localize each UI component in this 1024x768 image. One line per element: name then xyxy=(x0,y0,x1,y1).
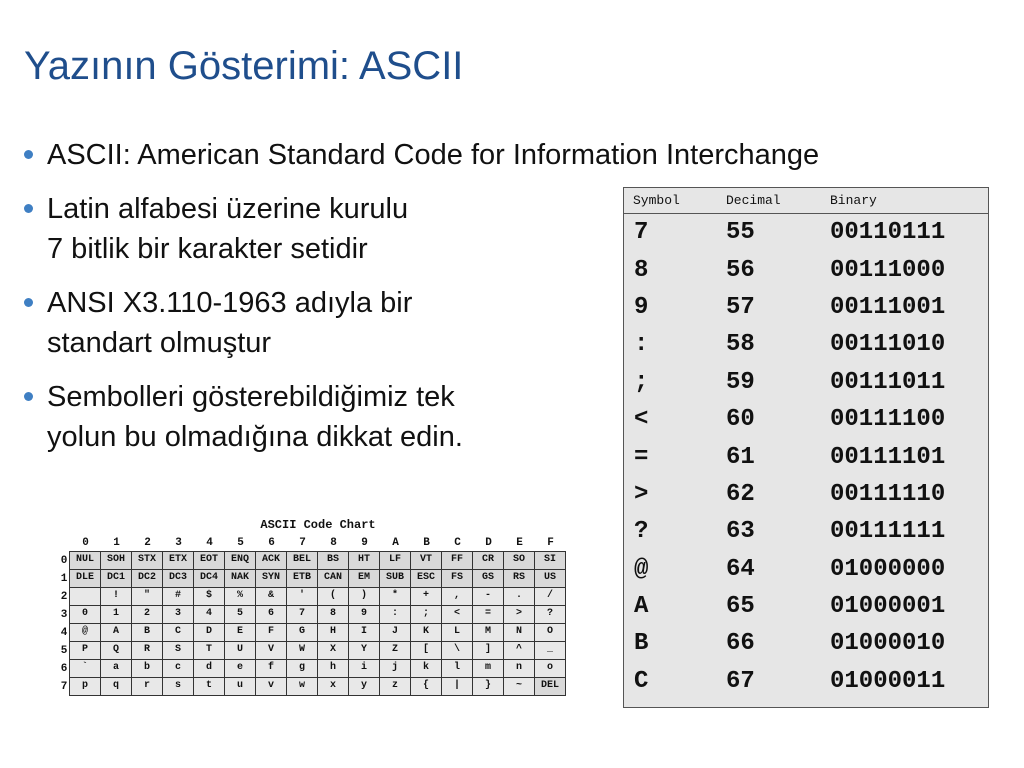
chart-cell: I xyxy=(348,623,380,642)
chart-cell: o xyxy=(534,659,566,678)
chart-cell: FF xyxy=(441,551,473,570)
cell-symbol: 7 xyxy=(634,219,649,247)
lookup-table-row xyxy=(624,588,988,625)
chart-cell: % xyxy=(224,587,256,606)
chart-cell: k xyxy=(410,659,442,678)
chart-cell: GS xyxy=(472,569,504,588)
chart-cell: , xyxy=(441,587,473,606)
chart-cell: NUL xyxy=(69,551,101,570)
chart-cell: P xyxy=(69,641,101,660)
cell-binary: 01000000 xyxy=(830,555,946,583)
cell-decimal: 62 xyxy=(726,480,755,508)
chart-cell: FS xyxy=(441,569,473,588)
chart-cell: DC3 xyxy=(162,569,194,588)
chart-cell: DEL xyxy=(534,677,566,696)
chart-row-header: 4 xyxy=(60,627,68,639)
cell-binary: 01000010 xyxy=(830,630,946,658)
chart-cell: & xyxy=(255,587,287,606)
cell-binary: 00111101 xyxy=(830,443,946,471)
chart-cell: Z xyxy=(379,641,411,660)
chart-cell: ) xyxy=(348,587,380,606)
cell-decimal: 56 xyxy=(726,256,755,284)
lookup-table-row xyxy=(624,289,988,326)
chart-cell: VT xyxy=(410,551,442,570)
chart-cell: m xyxy=(472,659,504,678)
chart-cell: 3 xyxy=(162,605,194,624)
cell-symbol: : xyxy=(634,331,649,359)
cell-symbol: > xyxy=(634,480,649,508)
chart-cell: H xyxy=(317,623,349,642)
chart-cell: 8 xyxy=(317,605,349,624)
chart-row-header: 7 xyxy=(60,681,68,693)
chart-cell: ETX xyxy=(162,551,194,570)
chart-cell: STX xyxy=(131,551,163,570)
chart-cell: l xyxy=(441,659,473,678)
chart-cell: SOH xyxy=(100,551,132,570)
chart-cell: p xyxy=(69,677,101,696)
chart-cell: F xyxy=(255,623,287,642)
lookup-table-row xyxy=(624,663,988,700)
chart-cell: ^ xyxy=(503,641,535,660)
chart-cell: DLE xyxy=(69,569,101,588)
chart-cell: M xyxy=(472,623,504,642)
chart-cell: @ xyxy=(69,623,101,642)
cell-binary: 01000011 xyxy=(830,667,946,695)
ascii-lookup-table xyxy=(623,187,989,708)
cell-binary: 01000001 xyxy=(830,593,946,621)
bullet-dot-icon xyxy=(24,392,33,401)
cell-decimal: 64 xyxy=(726,555,755,583)
chart-cell: < xyxy=(441,605,473,624)
chart-cell: d xyxy=(193,659,225,678)
chart-cell: | xyxy=(441,677,473,696)
lookup-table-row xyxy=(624,551,988,588)
chart-cell: SO xyxy=(503,551,535,570)
chart-cell: B xyxy=(131,623,163,642)
bullet-text: ANSI X3.110-1963 adıyla bir standart olmuştur xyxy=(47,287,413,359)
bullet-text: ASCII: American Standard Code for Information Interchange xyxy=(47,139,820,171)
chart-cell: ] xyxy=(472,641,504,660)
cell-symbol: 8 xyxy=(634,256,649,284)
chart-col-header: 2 xyxy=(144,537,151,549)
chart-cell: G xyxy=(286,623,318,642)
chart-cell: NAK xyxy=(224,569,256,588)
chart-cell: SYN xyxy=(255,569,287,588)
chart-cell: ACK xyxy=(255,551,287,570)
chart-cell: r xyxy=(131,677,163,696)
lookup-table-row xyxy=(624,214,988,251)
chart-cell: ; xyxy=(410,605,442,624)
bullet-text: Latin alfabesi üzerine kurulu 7 bitlik bir karakter setidir xyxy=(47,193,409,265)
cell-decimal: 63 xyxy=(726,518,755,546)
chart-cell: CR xyxy=(472,551,504,570)
chart-cell: / xyxy=(534,587,566,606)
chart-cell: c xyxy=(162,659,194,678)
chart-cell: t xyxy=(193,677,225,696)
cell-decimal: 65 xyxy=(726,593,755,621)
chart-col-header: 3 xyxy=(175,537,182,549)
chart-cell: i xyxy=(348,659,380,678)
cell-binary: 00111011 xyxy=(830,368,946,396)
chart-col-header: B xyxy=(423,537,430,549)
chart-cell: 1 xyxy=(100,605,132,624)
chart-cell: ( xyxy=(317,587,349,606)
chart-cell: Q xyxy=(100,641,132,660)
chart-cell: + xyxy=(410,587,442,606)
chart-cell: ' xyxy=(286,587,318,606)
cell-binary: 00111000 xyxy=(830,256,946,284)
chart-cell: * xyxy=(379,587,411,606)
chart-cell: - xyxy=(472,587,504,606)
lookup-table-row xyxy=(624,326,988,363)
lookup-table-row xyxy=(624,625,988,662)
ascii-code-chart xyxy=(58,516,578,704)
chart-cell: { xyxy=(410,677,442,696)
cell-symbol: ; xyxy=(634,368,649,396)
chart-col-header: 0 xyxy=(82,537,89,549)
chart-cell: BS xyxy=(317,551,349,570)
chart-col-header: A xyxy=(392,537,399,549)
chart-cell: 9 xyxy=(348,605,380,624)
chart-cell: g xyxy=(286,659,318,678)
chart-cell: 0 xyxy=(69,605,101,624)
cell-decimal: 57 xyxy=(726,293,755,321)
chart-cell: ESC xyxy=(410,569,442,588)
lookup-table-row xyxy=(624,251,988,288)
chart-cell: T xyxy=(193,641,225,660)
chart-cell: ENQ xyxy=(224,551,256,570)
cell-symbol: A xyxy=(634,593,649,621)
cell-binary: 00110111 xyxy=(830,219,946,247)
cell-decimal: 55 xyxy=(726,219,755,247)
chart-cell: 4 xyxy=(193,605,225,624)
chart-cell: q xyxy=(100,677,132,696)
chart-cell: = xyxy=(472,605,504,624)
chart-col-header: F xyxy=(547,537,554,549)
chart-cell: z xyxy=(379,677,411,696)
bullet-item xyxy=(24,135,984,175)
cell-symbol: = xyxy=(634,443,649,471)
chart-cell: u xyxy=(224,677,256,696)
chart-row-header: 2 xyxy=(60,591,68,603)
chart-col-header: 5 xyxy=(237,537,244,549)
chart-cell: ETB xyxy=(286,569,318,588)
chart-cell: a xyxy=(100,659,132,678)
cell-symbol: 9 xyxy=(634,293,649,321)
bullet-dot-icon xyxy=(24,150,33,159)
chart-cell: [ xyxy=(410,641,442,660)
chart-cell: S xyxy=(162,641,194,660)
chart-cell: v xyxy=(255,677,287,696)
chart-cell: s xyxy=(162,677,194,696)
slide-title: Yazının Gösterimi: ASCII xyxy=(24,44,464,88)
cell-decimal: 66 xyxy=(726,630,755,658)
chart-cell: ! xyxy=(100,587,132,606)
chart-cell: \ xyxy=(441,641,473,660)
chart-row-header: 6 xyxy=(60,663,68,675)
cell-decimal: 59 xyxy=(726,368,755,396)
chart-cell: LF xyxy=(379,551,411,570)
chart-col-header: E xyxy=(516,537,523,549)
chart-cell: : xyxy=(379,605,411,624)
chart-cell: E xyxy=(224,623,256,642)
chart-cell: V xyxy=(255,641,287,660)
chart-cell: RS xyxy=(503,569,535,588)
chart-cell: 5 xyxy=(224,605,256,624)
cell-binary: 00111111 xyxy=(830,518,946,546)
chart-cell: DC2 xyxy=(131,569,163,588)
chart-cell: b xyxy=(131,659,163,678)
chart-cell: n xyxy=(503,659,535,678)
chart-cell: CAN xyxy=(317,569,349,588)
chart-cell: J xyxy=(379,623,411,642)
cell-decimal: 61 xyxy=(726,443,755,471)
chart-cell: R xyxy=(131,641,163,660)
chart-cell: _ xyxy=(534,641,566,660)
chart-cell: $ xyxy=(193,587,225,606)
lookup-table-header xyxy=(624,188,988,214)
chart-col-header: 4 xyxy=(206,537,213,549)
chart-cell: D xyxy=(193,623,225,642)
chart-cell: U xyxy=(224,641,256,660)
bullet-text: Sembolleri gösterebildiğimiz tek yolun bu olmadığına dikkat edin. xyxy=(47,381,463,453)
chart-cell: O xyxy=(534,623,566,642)
chart-corner xyxy=(58,534,70,552)
lookup-table-row xyxy=(624,513,988,550)
chart-cell: X xyxy=(317,641,349,660)
header-symbol: Symbol xyxy=(633,193,680,208)
cell-binary: 00111110 xyxy=(830,480,946,508)
chart-cell: SI xyxy=(534,551,566,570)
chart-col-header: 1 xyxy=(113,537,120,549)
chart-row-header: 3 xyxy=(60,609,68,621)
cell-symbol: < xyxy=(634,406,649,434)
cell-decimal: 58 xyxy=(726,331,755,359)
bullet-dot-icon xyxy=(24,298,33,307)
chart-cell: W xyxy=(286,641,318,660)
lookup-table-row xyxy=(624,364,988,401)
lookup-table-body xyxy=(624,214,988,700)
chart-cell: BEL xyxy=(286,551,318,570)
chart-cell: h xyxy=(317,659,349,678)
chart-cell: EOT xyxy=(193,551,225,570)
chart-cell: ~ xyxy=(503,677,535,696)
lookup-table-row xyxy=(624,438,988,475)
chart-row-header: 0 xyxy=(60,555,68,567)
chart-cell: 2 xyxy=(131,605,163,624)
chart-cell: A xyxy=(100,623,132,642)
chart-cell: " xyxy=(131,587,163,606)
chart-col-header: 9 xyxy=(361,537,368,549)
chart-cell: w xyxy=(286,677,318,696)
chart-cell: # xyxy=(162,587,194,606)
chart-cell: N xyxy=(503,623,535,642)
chart-cell: 6 xyxy=(255,605,287,624)
chart-cell: DC4 xyxy=(193,569,225,588)
chart-cell: Y xyxy=(348,641,380,660)
chart-cell: f xyxy=(255,659,287,678)
chart-col-header: D xyxy=(485,537,492,549)
header-binary: Binary xyxy=(830,193,877,208)
cell-symbol: B xyxy=(634,630,649,658)
lookup-table-row xyxy=(624,476,988,513)
chart-cell: L xyxy=(441,623,473,642)
chart-cell: K xyxy=(410,623,442,642)
chart-cell: } xyxy=(472,677,504,696)
cell-decimal: 60 xyxy=(726,406,755,434)
chart-cell: ? xyxy=(534,605,566,624)
chart-cell: ` xyxy=(69,659,101,678)
chart-cell: C xyxy=(162,623,194,642)
chart-cell: 7 xyxy=(286,605,318,624)
cell-symbol: @ xyxy=(634,555,649,583)
lookup-table-row xyxy=(624,401,988,438)
chart-cell: x xyxy=(317,677,349,696)
chart-cell: j xyxy=(379,659,411,678)
ascii-chart-grid xyxy=(58,534,566,696)
chart-row-header: 1 xyxy=(60,573,68,585)
chart-col-header: 8 xyxy=(330,537,337,549)
ascii-chart-title: ASCII Code Chart xyxy=(260,518,376,532)
chart-cell: y xyxy=(348,677,380,696)
chart-cell: HT xyxy=(348,551,380,570)
chart-col-header: 6 xyxy=(268,537,275,549)
chart-cell xyxy=(69,587,101,606)
bullet-dot-icon xyxy=(24,204,33,213)
header-decimal: Decimal xyxy=(726,193,781,208)
cell-symbol: ? xyxy=(634,518,649,546)
chart-col-header: C xyxy=(454,537,461,549)
chart-row-header: 5 xyxy=(60,645,68,657)
cell-binary: 00111010 xyxy=(830,331,946,359)
chart-cell: DC1 xyxy=(100,569,132,588)
cell-decimal: 67 xyxy=(726,667,755,695)
cell-binary: 00111100 xyxy=(830,406,946,434)
chart-cell: e xyxy=(224,659,256,678)
chart-cell: SUB xyxy=(379,569,411,588)
chart-col-header: 7 xyxy=(299,537,306,549)
cell-symbol: C xyxy=(634,667,649,695)
chart-cell: . xyxy=(503,587,535,606)
cell-binary: 00111001 xyxy=(830,293,946,321)
chart-cell: > xyxy=(503,605,535,624)
chart-cell: EM xyxy=(348,569,380,588)
chart-cell: US xyxy=(534,569,566,588)
